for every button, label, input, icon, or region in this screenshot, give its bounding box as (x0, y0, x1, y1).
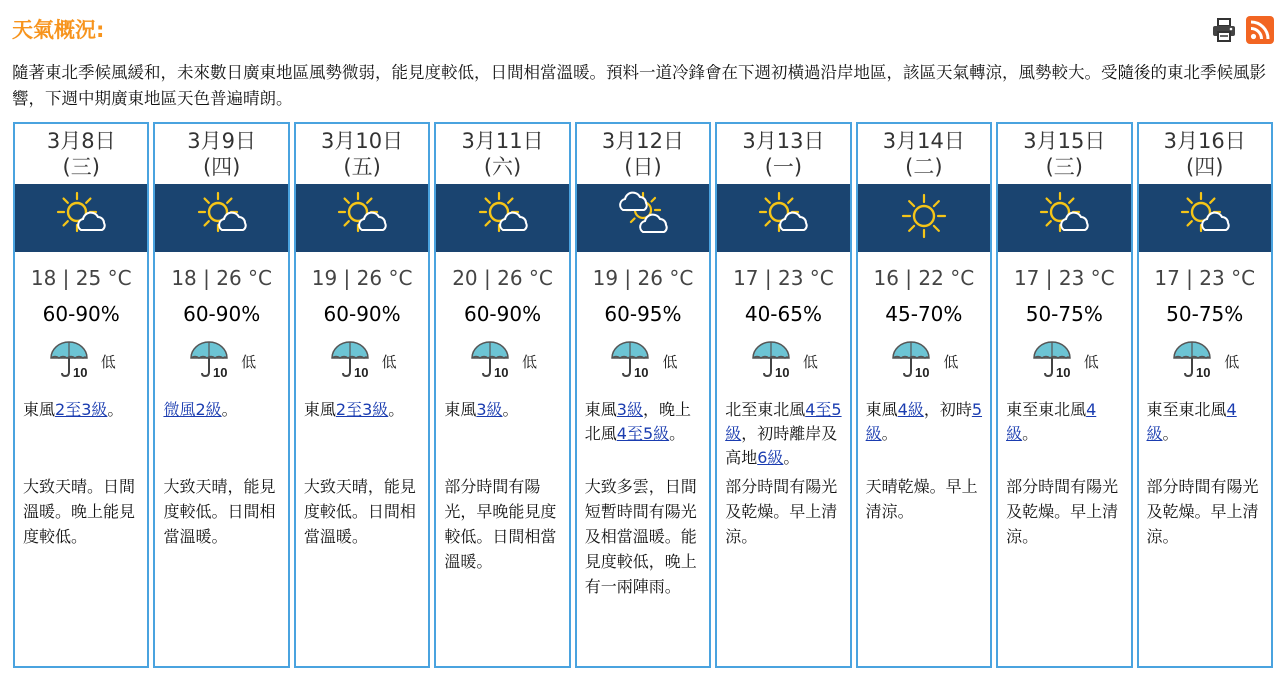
wind-text: 東風 (865, 400, 898, 419)
umbrella-icon (889, 338, 937, 384)
forecast-weekday-label: (一) (764, 155, 803, 179)
forecast-day-card (575, 122, 711, 668)
umbrella-icon (749, 338, 797, 384)
umbrella-icon (328, 338, 376, 384)
sunny-periods-icon (192, 188, 252, 248)
forecast-date (858, 124, 990, 184)
wind-text: 。 (221, 400, 238, 419)
sunny-icon (894, 188, 954, 248)
svg-text:10: 10 (634, 365, 649, 380)
weather-description: 大致多雲，日間短暫時間有陽光及相當溫暖。能見度較低，晚上有一兩陣雨。 (584, 477, 697, 596)
forecast-day-card (1137, 122, 1273, 668)
psr-indicator (155, 332, 287, 390)
forecast-day-card (294, 122, 430, 668)
sunny-periods-icon (1175, 188, 1235, 248)
forecast-date (436, 124, 568, 184)
wind-forecast (436, 390, 568, 470)
forecast-day-card (715, 122, 851, 668)
wind-text: 東風 (584, 400, 617, 419)
weather-description: 部分時間有陽光，早晚能見度較低。日間相當溫暖。 (444, 477, 557, 571)
wind-force-link[interactable]: 4級 (1146, 400, 1237, 443)
general-situation-text: 隨著東北季候風緩和，未來數日廣東地區風勢微弱，能見度較低，日間相當溫暖。預料一道冷鋒會在下週初橫過沿岸地區，該區天氣轉涼，風勢較大。受隨後的東北季候風影響，下週中期廣東地區天色普遍晴朗。 (12, 63, 1266, 108)
wind-force-link[interactable]: 微風2級 (163, 400, 222, 419)
forecast-date (1139, 124, 1271, 184)
forecast-weekday-label: (四) (202, 155, 241, 179)
humidity-range: 60-95% (604, 302, 682, 326)
psr-label: 低 (241, 352, 257, 371)
psr-label: 低 (802, 352, 818, 371)
temperature-range: 20 | 26 °C (452, 266, 553, 290)
sunny-periods-icon (332, 188, 392, 248)
psr-indicator (436, 332, 568, 390)
wind-force-link[interactable]: 4級 (1006, 400, 1097, 443)
wind-force-link[interactable]: 5級 (865, 400, 983, 443)
psr-label: 低 (1224, 352, 1240, 371)
umbrella-icon (1030, 338, 1078, 384)
temperature-range: 18 | 25 °C (30, 266, 132, 290)
forecast-weekday-label: (四) (1186, 155, 1224, 179)
wind-text: 。 (1022, 424, 1039, 443)
forecast-day-card (856, 122, 992, 668)
sunny-periods-icon (51, 188, 111, 248)
weather-icon-band (717, 184, 849, 252)
humidity-range: 60-90% (323, 302, 401, 326)
temperature-range: 16 | 22 °C (873, 266, 975, 290)
weather-description: 部分時間有陽光及乾燥。早上清涼。 (1146, 477, 1259, 546)
forecast-date (717, 124, 849, 184)
wind-force-link[interactable]: 4至5級 (725, 400, 842, 443)
humidity-range: 50-75% (1166, 302, 1244, 326)
weather-description: 大致天晴，能見度較低。日間相當溫暖。 (303, 477, 416, 546)
psr-indicator (717, 332, 849, 390)
svg-text:10: 10 (915, 365, 930, 380)
forecast-weekday-label: (三) (1045, 155, 1083, 179)
weather-icon-band (436, 184, 568, 252)
weather-icon-band (577, 184, 709, 252)
forecast-weekday-label: (三) (62, 155, 100, 179)
psr-label: 低 (100, 352, 116, 371)
umbrella-icon (468, 338, 516, 384)
wind-text: 。 (783, 448, 800, 467)
wind-force-link[interactable]: 6級 (757, 448, 784, 467)
psr-label: 低 (1083, 352, 1099, 371)
wind-text: 東風 (444, 400, 477, 419)
wind-text: ，初時離岸及高地 (725, 424, 838, 467)
nine-day-forecast (13, 122, 1273, 668)
weather-description: 部分時間有陽光及乾燥。早上清涼。 (725, 477, 838, 546)
wind-forecast (998, 390, 1130, 470)
psr-indicator (858, 332, 990, 390)
wind-force-link[interactable]: 2至3級 (55, 400, 108, 419)
psr-label: 低 (381, 352, 397, 371)
svg-text:10: 10 (72, 365, 88, 380)
wind-forecast (717, 390, 849, 470)
wind-text: 東風 (23, 400, 56, 419)
temperature-range: 18 | 26 °C (171, 266, 272, 290)
temperature-range: 19 | 26 °C (592, 266, 694, 290)
humidity-range: 40-65% (744, 302, 822, 326)
forecast-date (15, 124, 147, 184)
forecast-date-label: 3月16日 (1163, 129, 1246, 153)
psr-label: 低 (522, 352, 538, 371)
forecast-weekday-label: (六) (483, 155, 522, 179)
forecast-date (155, 124, 287, 184)
umbrella-icon (47, 338, 95, 384)
wind-text: 東至東北風 (1006, 400, 1087, 419)
wind-text: 。 (669, 424, 686, 443)
forecast-day-card (996, 122, 1132, 668)
wind-forecast (1139, 390, 1271, 470)
forecast-date (296, 124, 428, 184)
mainly-cloudy-icon (613, 188, 673, 248)
wind-text: ，初時 (923, 400, 972, 419)
weather-description: 大致天晴。日間溫暖。晚上能見度較低。 (23, 477, 136, 546)
forecast-date-label: 3月11日 (461, 129, 544, 153)
rss-icon[interactable] (1246, 16, 1274, 44)
wind-text: 。 (502, 400, 519, 419)
sunny-periods-icon (1034, 188, 1094, 248)
top-toolbar (1210, 16, 1274, 44)
forecast-weekday-label: (日) (624, 155, 662, 179)
temperature-range: 17 | 23 °C (1154, 266, 1256, 290)
wind-forecast (577, 390, 709, 470)
weather-icon-band (15, 184, 147, 252)
humidity-range: 60-90% (463, 302, 542, 326)
humidity-range: 50-75% (1025, 302, 1103, 326)
svg-text:10: 10 (353, 365, 369, 380)
psr-indicator (15, 332, 147, 390)
weather-icon-band (998, 184, 1130, 252)
umbrella-icon (1170, 338, 1218, 384)
weather-description: 部分時間有陽光及乾燥。早上清涼。 (1006, 477, 1119, 546)
wind-text: 。 (107, 400, 124, 419)
wind-text: 北至東北風 (725, 400, 806, 419)
svg-text:10: 10 (494, 365, 509, 380)
temperature-range: 17 | 23 °C (1013, 266, 1115, 290)
forecast-date (577, 124, 709, 184)
printer-icon[interactable] (1210, 16, 1238, 44)
svg-text:10: 10 (213, 365, 228, 380)
psr-indicator (998, 332, 1130, 390)
forecast-date-label: 3月14日 (882, 129, 965, 153)
wind-force-link[interactable]: 4至5級 (616, 424, 670, 443)
psr-indicator (296, 332, 428, 390)
wind-forecast (858, 390, 990, 470)
forecast-weekday-label: (五) (343, 155, 381, 179)
wind-force-link[interactable]: 3級 (476, 400, 503, 419)
wind-text: 。 (388, 400, 405, 419)
weather-icon-band (858, 184, 990, 252)
sunny-periods-icon (753, 188, 813, 248)
forecast-day-card (153, 122, 289, 668)
svg-text:10: 10 (1196, 365, 1211, 380)
forecast-day-card (13, 122, 149, 668)
forecast-date-label: 3月12日 (601, 129, 685, 153)
wind-forecast (296, 390, 428, 470)
wind-text: 。 (881, 424, 898, 443)
humidity-range: 60-90% (42, 302, 120, 326)
umbrella-icon (187, 338, 235, 384)
umbrella-icon (608, 338, 656, 384)
psr-label: 低 (662, 352, 678, 371)
weather-description: 天晴乾燥。早上清涼。 (865, 477, 978, 521)
temperature-range: 17 | 23 °C (733, 266, 834, 290)
wind-forecast (155, 390, 287, 470)
page-title: 天氣概況: (12, 18, 105, 42)
forecast-date-label: 3月15日 (1023, 129, 1106, 153)
wind-text: ，晚上北風 (584, 400, 691, 443)
forecast-date (998, 124, 1130, 184)
wind-text: 。 (1162, 424, 1179, 443)
wind-text: 東風 (303, 400, 336, 419)
weather-icon-band (296, 184, 428, 252)
weather-icon-band (1139, 184, 1271, 252)
svg-text:10: 10 (1055, 365, 1071, 380)
psr-indicator (1139, 332, 1271, 390)
forecast-date-label: 3月8日 (46, 129, 116, 153)
weather-description: 大致天晴，能見度較低。日間相當溫暖。 (163, 477, 276, 546)
humidity-range: 60-90% (183, 302, 261, 326)
humidity-range: 45-70% (885, 302, 963, 326)
wind-force-link[interactable]: 4級 (897, 400, 924, 419)
psr-label: 低 (943, 352, 959, 371)
sunny-periods-icon (473, 188, 533, 248)
forecast-day-card (434, 122, 570, 668)
svg-text:10: 10 (774, 365, 790, 380)
forecast-date-label: 3月10日 (321, 129, 404, 153)
psr-indicator (577, 332, 709, 390)
weather-icon-band (155, 184, 287, 252)
forecast-weekday-label: (二) (905, 155, 943, 179)
wind-force-link[interactable]: 2至3級 (335, 400, 389, 419)
temperature-range: 19 | 26 °C (311, 266, 413, 290)
forecast-date-label: 3月9日 (187, 129, 257, 153)
forecast-date-label: 3月13日 (742, 129, 825, 153)
wind-text: 東至東北風 (1146, 400, 1227, 419)
wind-force-link[interactable]: 3級 (616, 400, 643, 419)
wind-forecast (15, 390, 147, 470)
